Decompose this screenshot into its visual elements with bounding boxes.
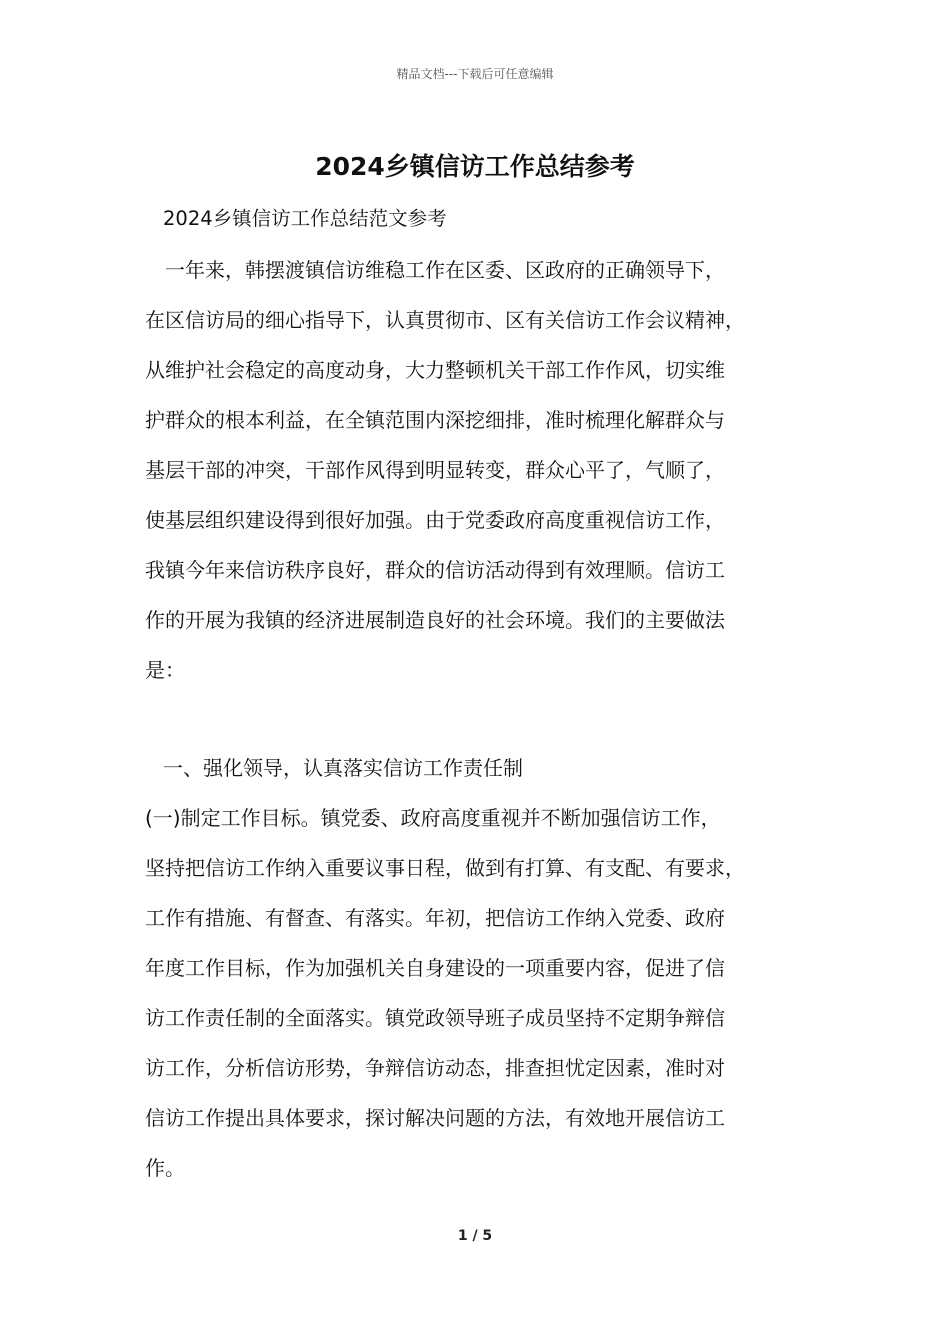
paragraph-line: 一年来，韩摆渡镇信访维稳工作在区委、区政府的正确领导下， [145, 258, 725, 282]
paragraph-intro [145, 245, 825, 695]
document-title: 2024乡镇信访工作总结参考 [315, 152, 635, 181]
paragraph-line: 年度工作目标，作为加强机关自身建设的一项重要内容，促进了信 [145, 956, 725, 980]
paragraph-line: 在区信访局的细心指导下，认真贯彻市、区有关信访工作会议精神， [145, 308, 745, 332]
paragraph-line: 访工作责任制的全面落实。镇党政领导班子成员坚持不定期争辩信 [145, 1006, 725, 1030]
paragraph-line: 作的开展为我镇的经济进展制造良好的社会环境。我们的主要做法 [145, 608, 725, 632]
paragraph-section-1 [145, 793, 825, 1193]
paragraph-line: 基层干部的冲突，干部作风得到明显转变，群众心平了，气顺了， [145, 458, 725, 482]
paragraph-line: 是： [145, 658, 185, 682]
paragraph-line: 使基层组织建设得到很好加强。由于党委政府高度重视信访工作， [145, 508, 725, 532]
paragraph-line: (一)制定工作目标。镇党委、政府高度重视并不断加强信访工作， [145, 806, 721, 830]
paragraph-line: 作。 [145, 1156, 185, 1180]
page-header: 精品文档---下载后可任意编辑 [396, 67, 554, 81]
document-subtitle: 2024乡镇信访工作总结范文参考 [163, 207, 447, 230]
paragraph-line: 信访工作提出具体要求，探讨解决问题的方法，有效地开展信访工 [145, 1106, 725, 1130]
section-heading: 一、强化领导，认真落实信访工作责任制 [163, 756, 523, 780]
paragraph-line: 工作有措施、有督查、有落实。年初，把信访工作纳入党委、政府 [145, 906, 725, 930]
page-number: 1 / 5 [457, 1228, 493, 1244]
paragraph-line: 护群众的根本利益，在全镇范围内深挖细排，准时梳理化解群众与 [145, 408, 725, 432]
paragraph-line: 访工作，分析信访形势，争辩信访动态，排查担忧定因素，准时对 [145, 1056, 725, 1080]
paragraph-line: 我镇今年来信访秩序良好，群众的信访活动得到有效理顺。信访工 [145, 558, 725, 582]
paragraph-line: 从维护社会稳定的高度动身，大力整顿机关干部工作作风，切实维 [145, 358, 725, 382]
paragraph-line: 坚持把信访工作纳入重要议事日程，做到有打算、有支配、有要求， [145, 856, 745, 880]
